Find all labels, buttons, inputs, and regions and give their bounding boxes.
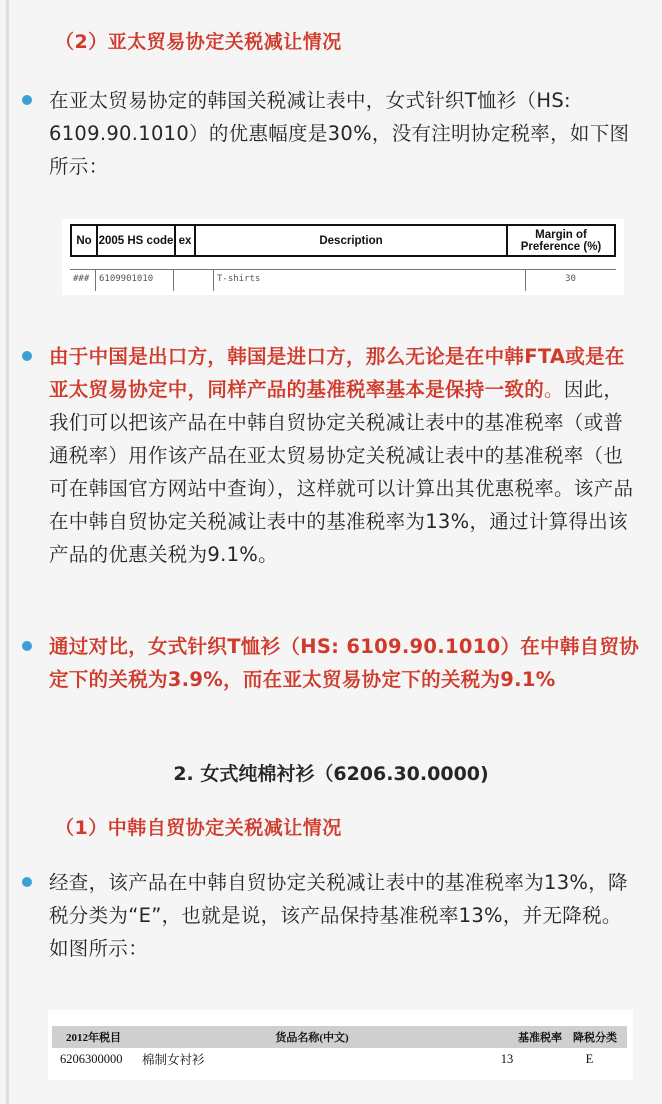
section-heading-apta: （2）亚太贸易协定关税减让情况 [55,31,342,53]
col-category-header: 降税分类 [573,1032,617,1044]
col-goods-name-header: 货品名称(中文) [275,1032,349,1044]
paragraph-apta-margin: 在亚太贸易协定的韩国关税减让表中，女式针织T恤衫（HS: 6109.90.1010）的优惠幅度是30%，没有注明协定税率，如下图所示： [49,89,630,178]
cell-no: ### [70,270,96,291]
cell-category: E [585,1051,594,1066]
table-korea-apta-schedule [62,219,624,295]
paragraph-block-1 [22,84,640,183]
highlight-red-text: 由于中国是出口方，韩国是进口方，那么无论是在中韩FTA或是在亚太贸易协定中，同样产品的基准税率基本是保持一致的 [49,345,625,401]
cell-description: T-shirts [214,270,526,291]
section-heading-kcfta: （1）中韩自贸协定关税减让情况 [55,817,342,839]
paragraph-comparison: 通过对比，女式针织T恤衫（HS: 6109.90.1010）在中韩自贸协定下的关税为3.9%，而在亚太贸易协定下的关税为9.1% [49,635,640,691]
table-row [70,269,616,291]
section-title-cotton-shirt: 2. 女式纯棉衬衫（6206.30.0000) [173,763,489,785]
bullet-dot-icon [22,641,32,651]
paragraph-kcfta-rate: 经查，该产品在中韩自贸协定关税减让表中的基准税率为13%，降税分类为“E”，也就是说，该产品保持基准税率13%，并无降税。如图所示： [49,871,628,960]
col-hs-code-header: 2005 HS code [98,226,176,255]
col-base-rate-header: 基准税率 [518,1032,562,1044]
cell-ex [174,270,214,291]
table-header-row [70,224,616,257]
cell-goods-name: 棉制女衬衫 [142,1053,205,1067]
table-row [52,1048,627,1070]
paragraph-base-rate-explanation [49,340,640,571]
highlight-red-tail: 。 [544,378,564,401]
paragraph-block-3 [22,630,640,696]
paragraph-block-2 [22,340,640,571]
paragraph-rest-text: 因此，我们可以把该产品在中韩自贸协定关税减让表中的基准税率（或普通税率）用作该产品在亚太贸易协定关税减让表中的基准税率（也可在韩国官方网站中查询），这样就可以计算出其优惠税率。该产品在中韩自贸协定关税减让表中的基准税率为13%，通过计算得出该产品的优惠关税为9.1%。 [49,378,634,566]
bullet-dot-icon [22,877,32,887]
cell-margin: 30 [565,274,576,284]
col-margin-header: Margin of Preference (%) [520,228,602,253]
col-description-header: Description [196,226,508,255]
col-ex-header: ex [176,226,196,255]
bullet-dot-icon [22,351,32,361]
left-margin-line [6,0,9,1104]
table-kcfta-schedule [48,1010,633,1080]
bullet-dot-icon [22,95,32,105]
col-no-header: No [72,226,98,255]
table-header-row [52,1026,627,1048]
paragraph-block-4 [22,866,640,965]
col-tariff-line-header: 2012年税目 [66,1032,121,1044]
cell-base-rate: 13 [500,1051,514,1066]
cell-hs-code: 6109901010 [96,270,174,291]
cell-tariff-line: 6206300000 [60,1051,123,1066]
